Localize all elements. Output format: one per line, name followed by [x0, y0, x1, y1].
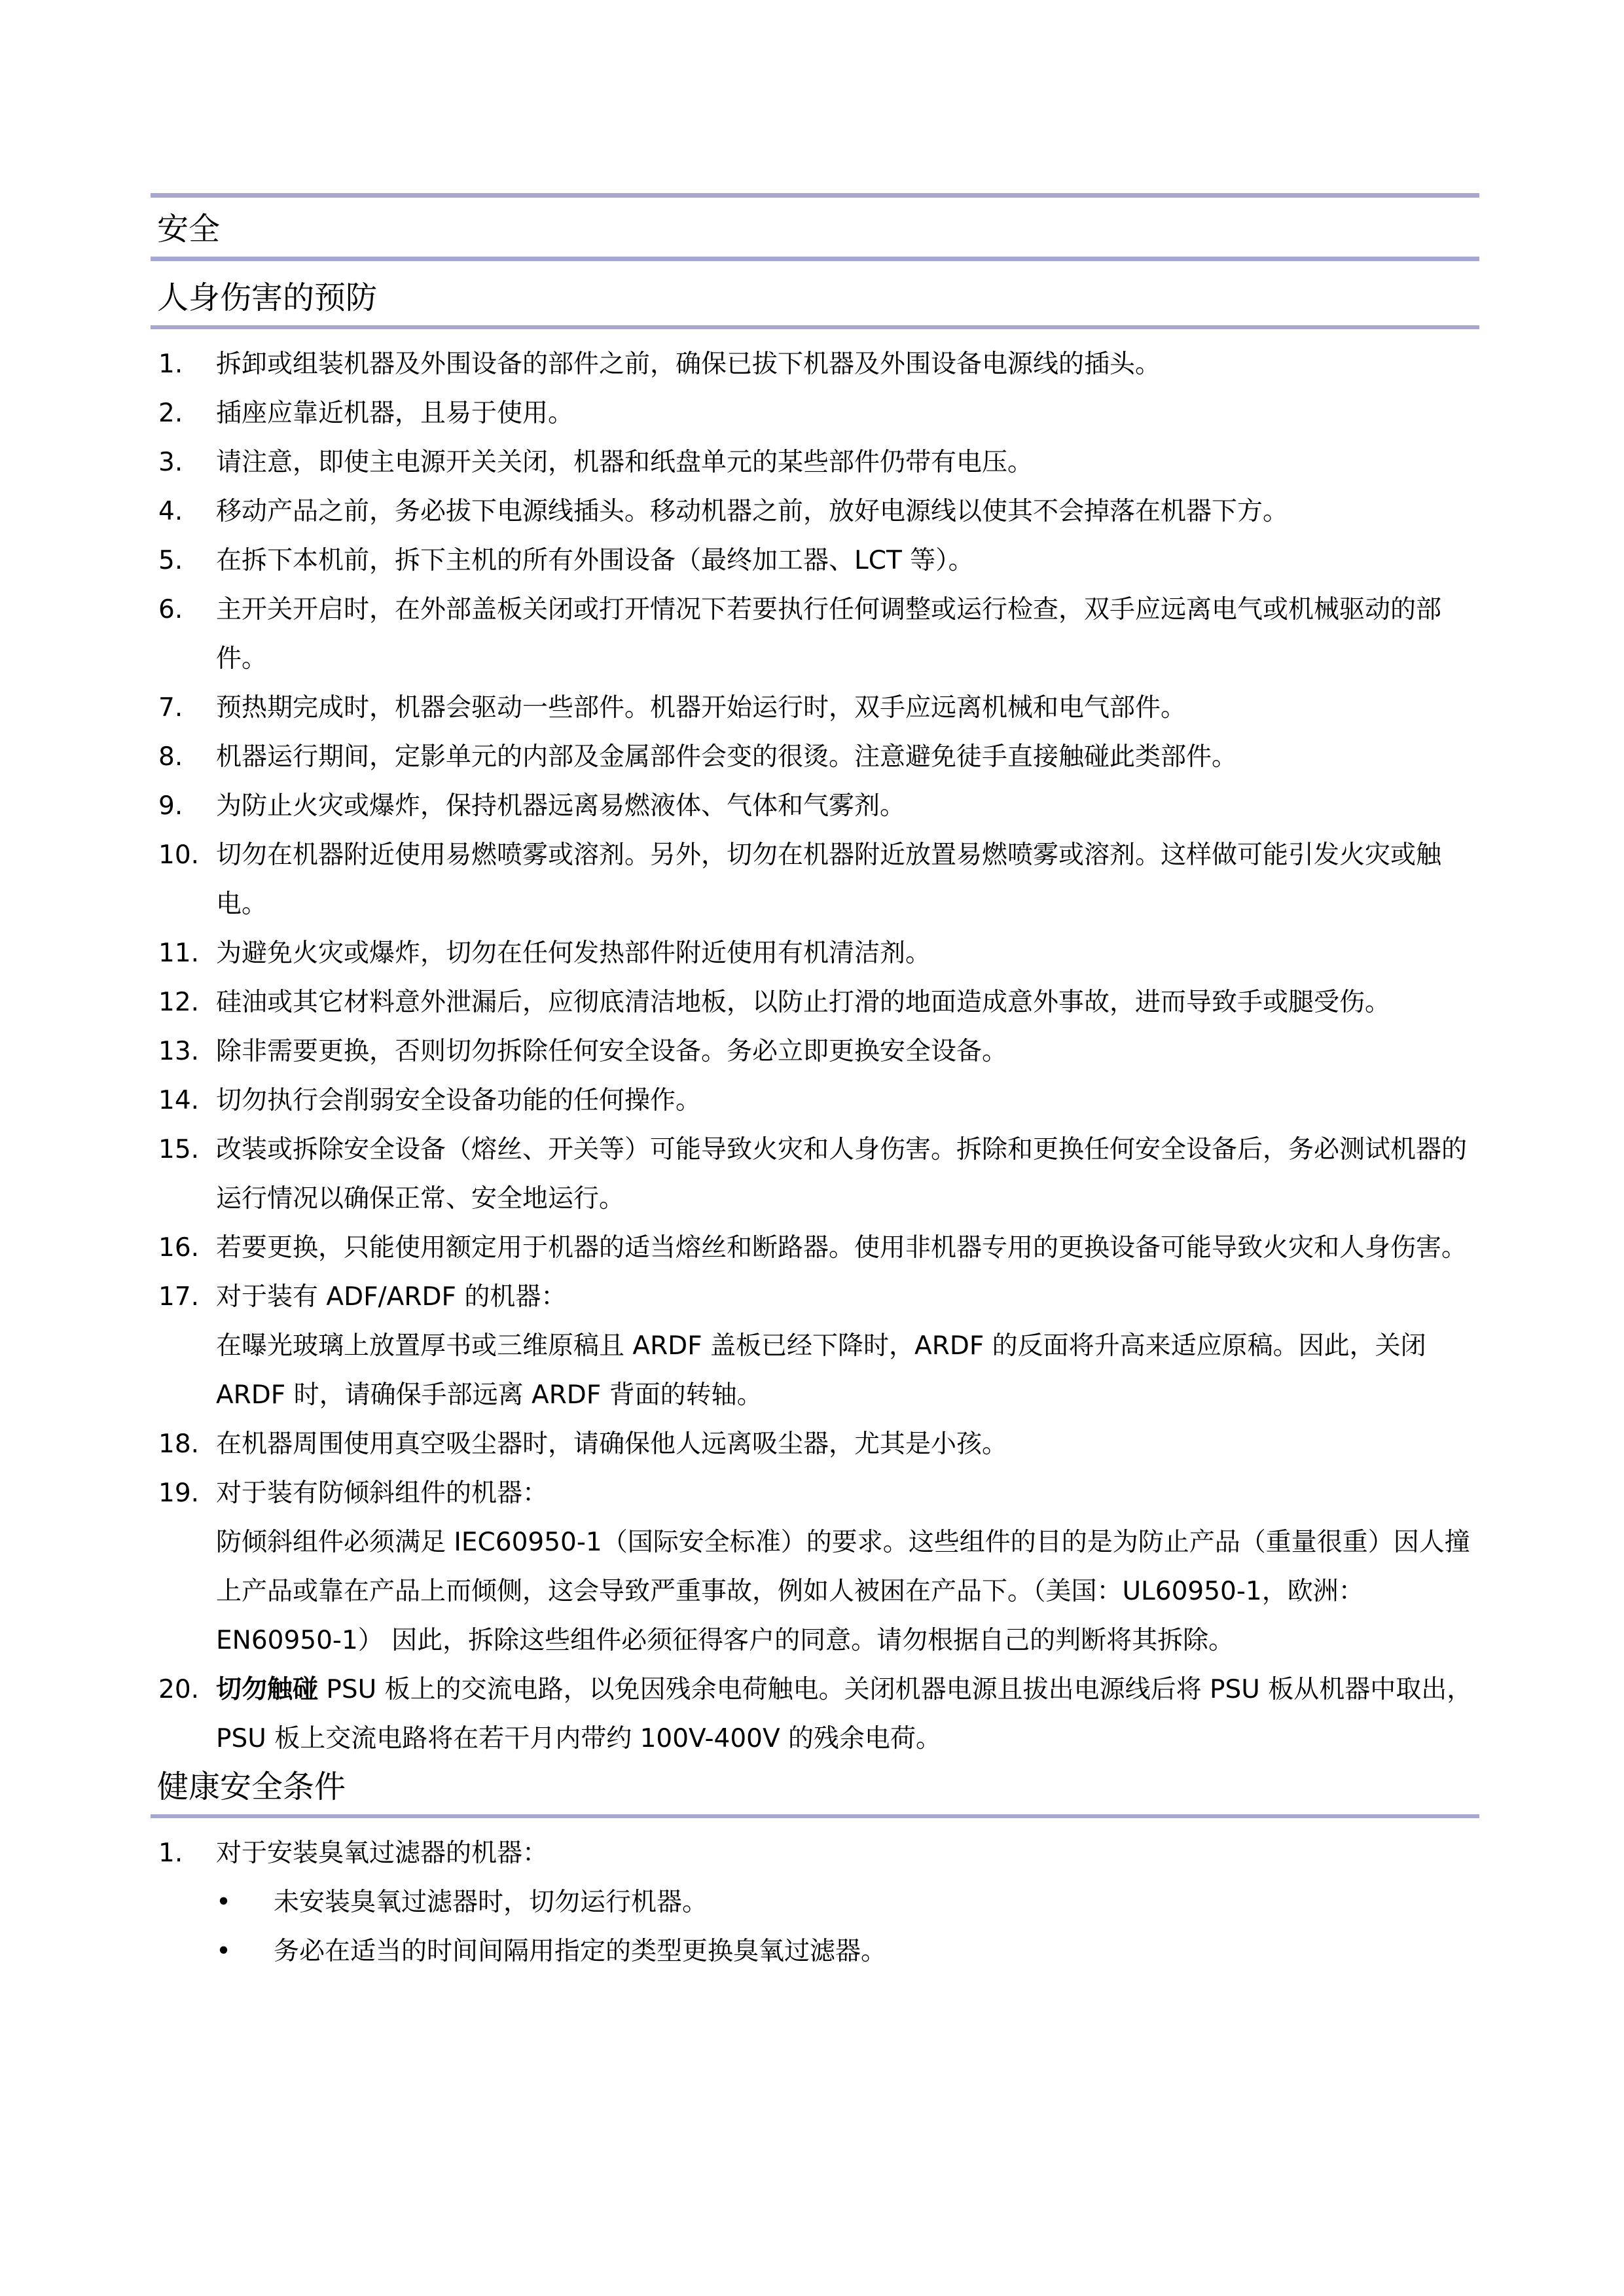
list-number: 19.	[158, 1479, 200, 1508]
list-number: 1.	[158, 1839, 183, 1868]
list-number: 12.	[158, 988, 200, 1017]
list-number: 9.	[158, 791, 183, 821]
list-subtext: 防倾斜组件必须满足 IEC60950-1（国际安全标准）的要求。这些组件的目的是为防止产品（重量很重）因人撞上产品或靠在产品上而倾侧，这会导致严重事故，例如人被困在产品下。（美国：UL60950-1，欧洲：EN60950-1） 因此，拆除这些组件必须征得客户的同意。请勿根据自己的判断将其拆除。	[216, 1528, 1470, 1655]
list-text: 对于安装臭氧过滤器的机器：	[216, 1839, 549, 1868]
list-number: 14.	[158, 1086, 200, 1115]
list-text: 若要更换，只能使用额定用于机器的适当熔丝和断路器。使用非机器专用的更换设备可能导致火灾和人身伤害。	[216, 1233, 1468, 1263]
list-text: 对于装有 ADF/ARDF 的机器：	[216, 1282, 567, 1312]
list-number: 20.	[158, 1675, 200, 1704]
health-bullet-list	[151, 1878, 1479, 1976]
list-item	[151, 1829, 1479, 1878]
bullet-text: 务必在适当的时间间隔用指定的类型更换臭氧过滤器。	[274, 1937, 887, 1966]
list-item	[151, 781, 1479, 831]
list-item	[151, 438, 1479, 487]
list-text: PSU 板上的交流电路，以免因残余电荷触电。关闭机器电源且拔出电源线后将 PSU 板从机器中取出，PSU 板上交流电路将在若干月内带约 100V-400V 的残余电荷。	[216, 1675, 1473, 1753]
list-text: 移动产品之前，务必拔下电源线插头。移动机器之前，放好电源线以使其不会掉落在机器下方。	[216, 497, 1289, 526]
bullet-item	[151, 1878, 1479, 1927]
list-number: 5.	[158, 546, 183, 575]
list-item	[151, 389, 1479, 438]
health-list	[151, 1829, 1479, 1878]
bullet-item	[151, 1927, 1479, 1976]
list-item	[151, 929, 1479, 978]
list-text: 除非需要更换，否则切勿拆除任何安全设备。务必立即更换安全设备。	[216, 1037, 1008, 1066]
section-title-injury-prevention: 人身伤害的预防	[157, 279, 378, 316]
list-text: 在机器周围使用真空吸尘器时，请确保他人远离吸尘器，尤其是小孩。	[216, 1429, 1008, 1459]
list-item	[151, 536, 1479, 585]
list-item	[151, 340, 1479, 389]
list-text: 在拆下本机前，拆下主机的所有外围设备（最终加工器、LCT 等）。	[216, 546, 974, 575]
list-text: 机器运行期间，定影单元的内部及金属部件会变的很烫。注意避免徒手直接触碰此类部件。	[216, 742, 1238, 772]
list-item	[151, 585, 1479, 683]
list-item	[151, 487, 1479, 536]
list-item	[151, 683, 1479, 732]
list-text: 主开关开启时，在外部盖板关闭或打开情况下若要执行任何调整或运行检查，双手应远离电气或机械驱动的部件。	[216, 595, 1442, 673]
list-number: 2.	[158, 399, 183, 428]
list-text: 切勿在机器附近使用易燃喷雾或溶剂。另外，切勿在机器附近放置易燃喷雾或溶剂。这样做可能引发火灾或触电。	[216, 840, 1442, 919]
list-number: 16.	[158, 1233, 200, 1263]
list-item	[151, 1223, 1479, 1272]
document-content	[151, 193, 1479, 1976]
list-item	[151, 1469, 1479, 1665]
section-title-health-safety: 健康安全条件	[157, 1768, 346, 1805]
list-text: 拆卸或组装机器及外围设备的部件之前，确保已拔下机器及外围设备电源线的插头。	[216, 350, 1161, 379]
list-emphasis: 切勿触碰	[216, 1675, 319, 1704]
list-item	[151, 1272, 1479, 1420]
bullet-text: 未安装臭氧过滤器时，切勿运行机器。	[274, 1888, 708, 1917]
list-number: 18.	[158, 1429, 200, 1459]
list-number: 8.	[158, 742, 183, 772]
list-text: 切勿执行会削弱安全设备功能的任何操作。	[216, 1086, 702, 1115]
list-subtext: 在曝光玻璃上放置厚书或三维原稿且 ARDF 盖板已经下降时，ARDF 的反面将升高来适应原稿。因此，关闭 ARDF 时，请确保手部远离 ARDF 背面的转轴。	[216, 1331, 1426, 1410]
list-item	[151, 732, 1479, 781]
list-text: 改装或拆除安全设备（熔丝、开关等）可能导致火灾和人身伤害。拆除和更换任何安全设备后，务必测试机器的运行情况以确保正常、安全地运行。	[216, 1135, 1468, 1213]
bullet-icon: •	[216, 1937, 232, 1966]
list-text: 为避免火灾或爆炸，切勿在任何发热部件附近使用有机清洁剂。	[216, 939, 931, 968]
list-number: 13.	[158, 1037, 200, 1066]
list-item	[151, 831, 1479, 929]
list-item	[151, 1420, 1479, 1469]
list-number: 3.	[158, 448, 183, 477]
list-text: 请注意，即使主电源开关关闭，机器和纸盘单元的某些部件仍带有电压。	[216, 448, 1034, 477]
top-rule	[151, 193, 1479, 198]
list-text: 为防止火灾或爆炸，保持机器远离易燃液体、气体和气雾剂。	[216, 791, 906, 821]
injury-list	[151, 340, 1479, 1763]
list-text: 预热期完成时，机器会驱动一些部件。机器开始运行时，双手应远离机械和电气部件。	[216, 693, 1187, 723]
health-rule	[151, 1814, 1479, 1818]
section-title-safety: 安全	[157, 211, 221, 247]
list-text: 插座应靠近机器，且易于使用。	[216, 399, 574, 428]
list-number: 11.	[158, 939, 200, 968]
safety-rule	[151, 257, 1479, 261]
injury-rule	[151, 325, 1479, 329]
list-item	[151, 1125, 1479, 1223]
list-text: 对于装有防倾斜组件的机器：	[216, 1479, 549, 1508]
list-item	[151, 1665, 1479, 1763]
list-item	[151, 1076, 1479, 1125]
list-number: 17.	[158, 1282, 200, 1312]
list-text: 硅油或其它材料意外泄漏后，应彻底清洁地板，以防止打滑的地面造成意外事故，进而导致手或腿受伤。	[216, 988, 1391, 1017]
list-item	[151, 1027, 1479, 1076]
list-item	[151, 978, 1479, 1027]
list-number: 15.	[158, 1135, 200, 1164]
list-number: 4.	[158, 497, 183, 526]
list-number: 6.	[158, 595, 183, 624]
list-number: 7.	[158, 693, 183, 723]
bullet-icon: •	[216, 1888, 232, 1917]
list-number: 1.	[158, 350, 183, 379]
list-number: 10.	[158, 840, 200, 870]
